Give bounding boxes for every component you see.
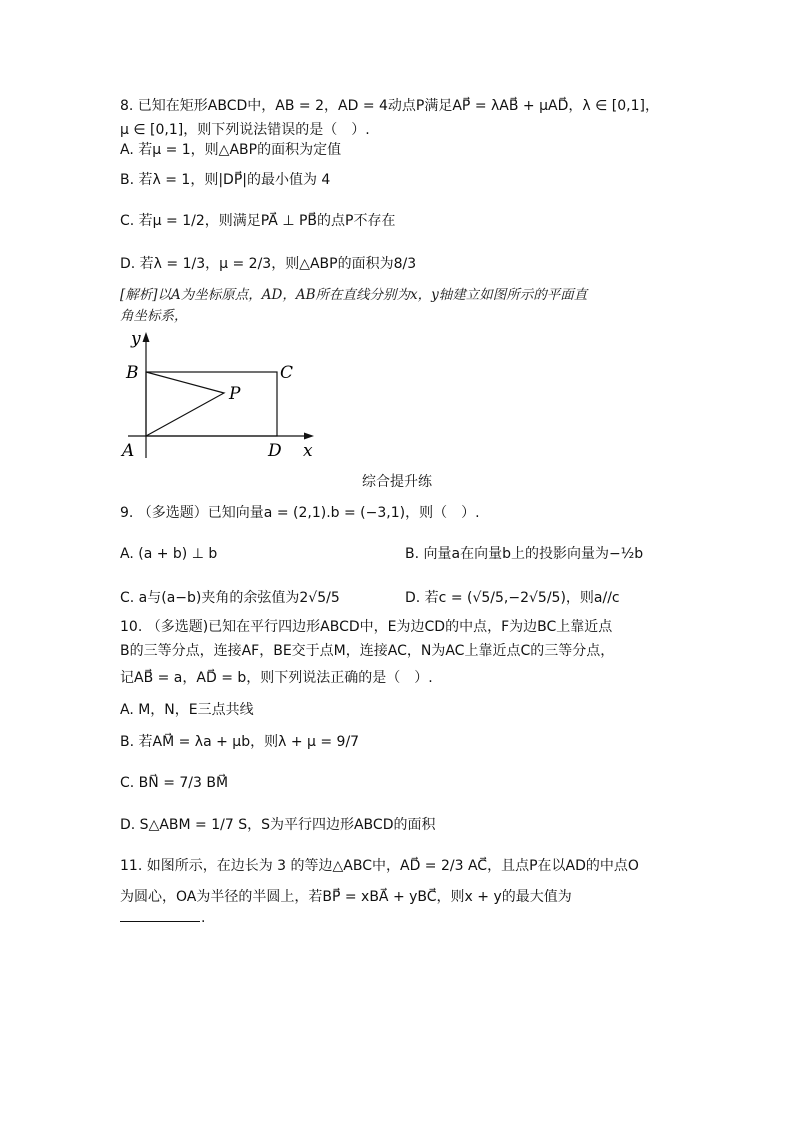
q10-stem-line2: B的三等分点，连接AF，BE交于点M，连接AC，N为AC上靠近点C的三等分点， <box>120 643 615 659</box>
q9-option-b: B. 向量a在向量b上的投影向量为−½b <box>405 546 644 562</box>
q8-analysis-line2: 角坐标系， <box>120 308 188 324</box>
q9-option-c: C. a与(a−b)夹角的余弦值为2√5/5 <box>120 590 340 606</box>
coordinate-figure <box>118 328 328 464</box>
q9-option-d: D. 若c = (√5/5,−2√5/5)，则a//c <box>405 590 620 606</box>
q8-option-b: B. 若λ = 1，则|DP⃗|的最小值为 4 <box>120 172 331 188</box>
q8-analysis-line1: [解析]以A为坐标原点，AD，AB所在直线分别为x，y轴建立如图所示的平面直 <box>120 287 588 303</box>
q10-stem-line1: 10. （多选题)已知在平行四边形ABCD中，E为边CD的中点，F为边BC上靠近点 <box>120 619 613 635</box>
q10-option-c: C. BN⃗ = 7/3 BM⃗ <box>120 775 229 791</box>
label-d: D <box>268 441 282 461</box>
label-a: A <box>122 441 135 461</box>
triangle-abp <box>146 372 224 436</box>
q10-stem-line3: 记AB⃗ = a，AD⃗ = b，则下列说法正确的是（ ）. <box>120 670 433 686</box>
q8-stem-line2: μ ∈ [0,1]，则下列说法错误的是（ ）. <box>120 122 370 138</box>
label-x: x <box>303 441 313 461</box>
rectangle-abcd <box>146 372 277 436</box>
q8-option-a: A. 若μ = 1，则△ABP的面积为定值 <box>120 142 342 158</box>
q11-stem-line1: 11. 如图所示，在边长为 3 的等边△ABC中，AD⃗ = 2/3 AC⃗，且点P在以AD的中点O <box>120 858 639 874</box>
q9-stem: 9. （多选题）已知向量a = (2,1).b = (−3,1)，则（ ）. <box>120 505 480 521</box>
q10-option-d: D. S△ABM = 1/7 S，S为平行四边形ABCD的面积 <box>120 817 436 833</box>
label-p: P <box>229 384 241 404</box>
section-title: 综合提升练 <box>362 474 432 490</box>
q8-option-d: D. 若λ = 1/3，μ = 2/3，则△ABP的面积为8/3 <box>120 256 417 272</box>
label-y: y <box>131 329 141 349</box>
y-axis-arrow-icon <box>143 332 150 342</box>
q8-stem-line1: 8. 已知在矩形ABCD中，AB = 2，AD = 4动点P满足AP⃗ = λAB⃗ + μAD⃗，λ ∈ [0,1]， <box>120 98 659 114</box>
q10-option-b: B. 若AM⃗ = λa + μb，则λ + μ = 9/7 <box>120 734 360 750</box>
x-axis-arrow-icon <box>304 433 314 440</box>
label-c: C <box>280 363 294 383</box>
q11-blank-end: . <box>201 910 206 926</box>
q9-option-a: A. (a + b) ⊥ b <box>120 546 218 562</box>
q11-stem-line2: 为圆心，OA为半径的半圆上，若BP⃗ = xBA⃗ + yBC⃗，则x + y的最大值为 <box>120 889 572 905</box>
answer-blank <box>120 920 200 922</box>
q8-option-c: C. 若μ = 1/2，则满足PA⃗ ⊥ PB⃗的点P不存在 <box>120 213 396 229</box>
label-b: B <box>126 363 139 383</box>
q10-option-a: A. M，N，E三点共线 <box>120 702 254 718</box>
